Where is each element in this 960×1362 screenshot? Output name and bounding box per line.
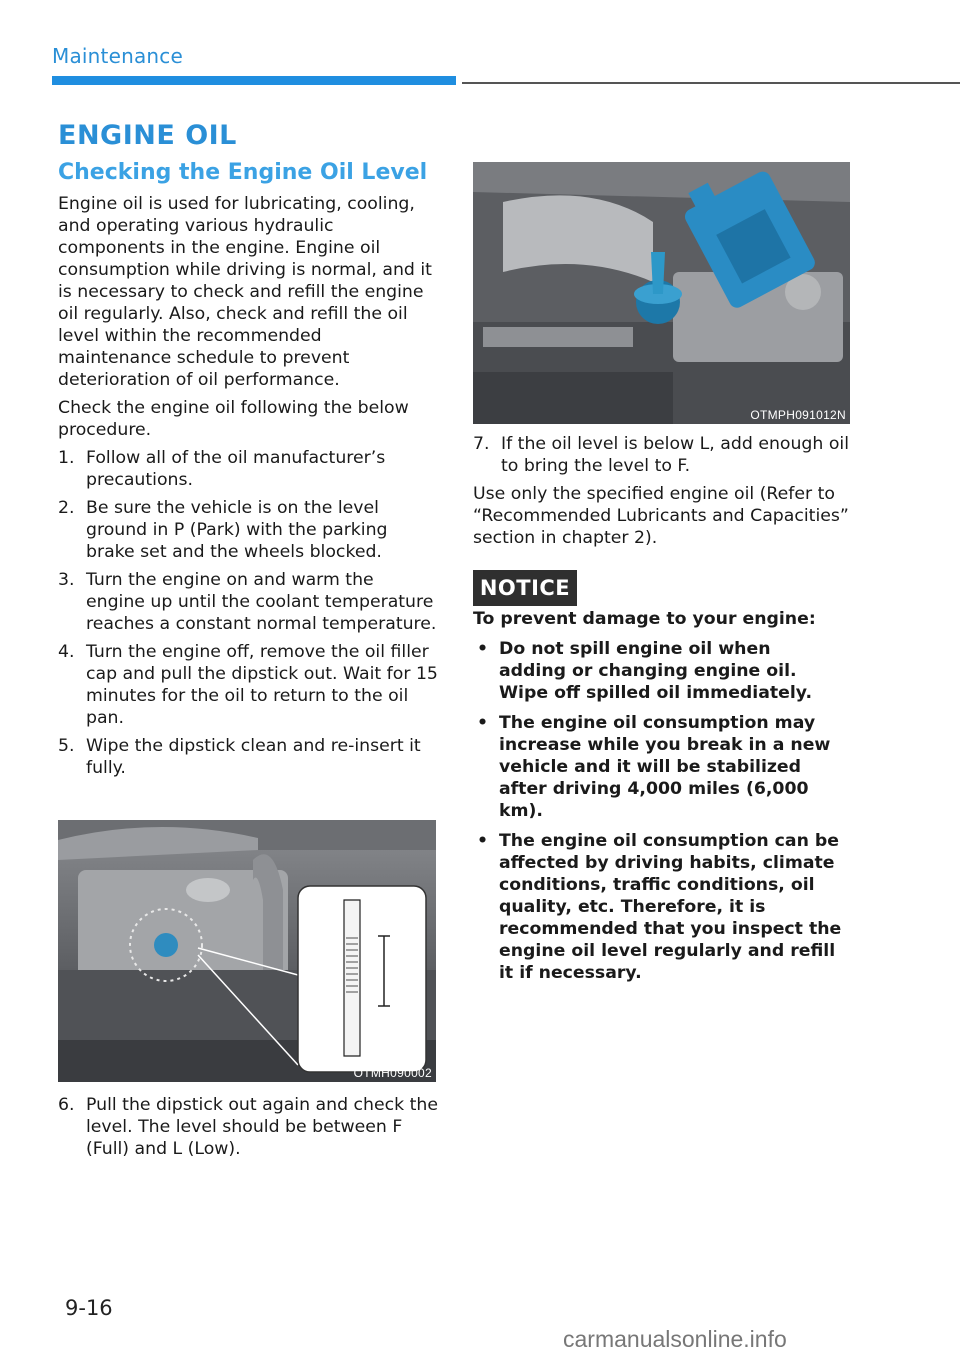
step-item (58, 497, 438, 563)
left-column (58, 193, 438, 785)
step-number: 2. (58, 498, 75, 518)
running-header: Maintenance (52, 44, 183, 68)
step-number: 7. (473, 434, 490, 454)
notice-bullet-text: Do not spill engine oil when adding or changing engine oil. Wipe off spilled oil immediately. (499, 639, 813, 703)
dipstick-figure (58, 820, 436, 1082)
step-text: If the oil level is below L, add enough oil to bring the level to F. (501, 434, 850, 476)
subsection-title: Checking the Engine Oil Level (58, 160, 428, 185)
step-text: Be sure the vehicle is on the level ground in P (Park) with the parking brake set and the wheels blocked. (86, 498, 388, 562)
bullet-icon: • (477, 639, 489, 659)
step-text: Follow all of the oil manufacturer’s precautions. (86, 448, 386, 490)
step-number: 4. (58, 642, 75, 662)
header-divider (462, 82, 960, 84)
engine-bay-dipstick-image (58, 820, 436, 1082)
step-text: Turn the engine on and warm the engine up until the coolant temperature reaches a constant normal temperature. (86, 570, 437, 634)
step-number: 3. (58, 570, 75, 590)
engine-bay-filling-image (473, 162, 850, 424)
step-item (58, 735, 438, 779)
notice-badge: NOTICE (473, 570, 577, 606)
notice-bullet-text: The engine oil consumption may increase while you break in a new vehicle and it will be stabilized after driving 4,000 miles (6,000 km). (499, 713, 831, 821)
step-text: Pull the dipstick out again and check the level. The level should be between F (Full) and L (Low). (86, 1095, 438, 1159)
notice-content (473, 608, 843, 992)
step-item (473, 433, 853, 477)
bullet-icon: • (477, 713, 489, 733)
page-number: 9-16 (65, 1296, 113, 1320)
step-item (58, 641, 438, 729)
left-column-lower (58, 1094, 438, 1166)
step-item (58, 1094, 438, 1160)
section-title: ENGINE OIL (58, 120, 237, 151)
procedure-intro: Check the engine oil following the below procedure. (58, 398, 409, 440)
step-text: Turn the engine off, remove the oil filler cap and pull the dipstick out. Wait for 15 minutes for the oil to return to the oil pan. (86, 642, 438, 728)
step-number: 1. (58, 448, 75, 468)
specified-oil-paragraph: Use only the specified engine oil (Refer to “Recommended Lubricants and Capacities” section in chapter 2). (473, 484, 849, 548)
intro-paragraph: Engine oil is used for lubricating, cooling, and operating various hydraulic components in the engine. Engine oil consumption while driving is normal, and it is necessary to check and refill the engine oil regularly. Also, check and refill the oil level within the recommended maintenance schedule to prevent deterioration of oil performance. (58, 194, 432, 390)
bullet-icon: • (477, 831, 489, 851)
notice-bullet-text: The engine oil consumption can be affected by driving habits, climate conditions, traffic conditions, oil quality, etc. Therefore, it is recommended that you inspect the engine oil level regularly and refill it if necessary. (499, 831, 842, 983)
header-accent-bar (52, 76, 456, 85)
oil-filling-figure (473, 162, 850, 424)
figure-code: OTMPH091012N (750, 408, 846, 422)
step-item (58, 569, 438, 635)
figure-code: OTMH090002 (353, 1066, 432, 1080)
step-number: 6. (58, 1095, 75, 1115)
notice-intro: To prevent damage to your engine: (473, 609, 816, 629)
step-text: Wipe the dipstick clean and re-insert it fully. (86, 736, 421, 778)
notice-bullet (473, 712, 843, 822)
notice-bullet (473, 638, 843, 704)
step-item (58, 447, 438, 491)
right-column (473, 433, 853, 555)
step-number: 5. (58, 736, 75, 756)
notice-bullet (473, 830, 843, 984)
watermark: carmanualsonline.info (563, 1326, 787, 1352)
